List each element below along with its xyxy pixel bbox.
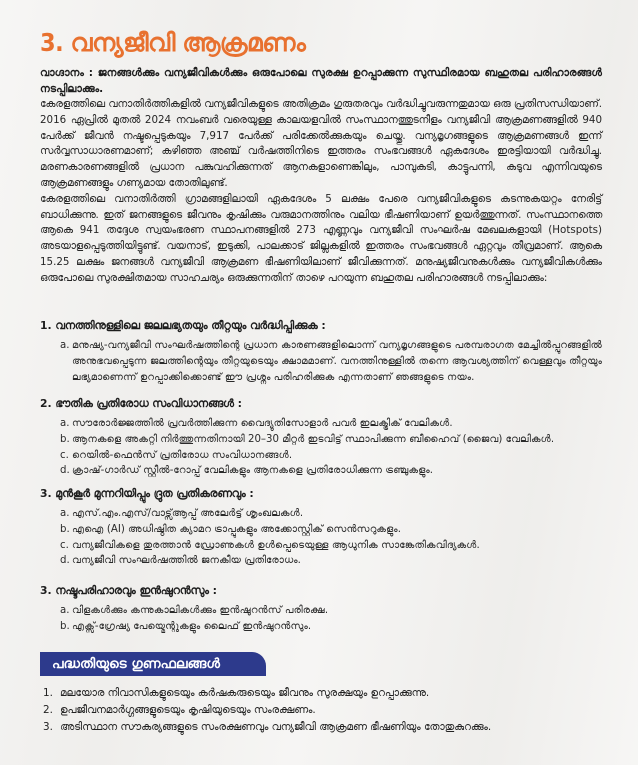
list-item	[40, 685, 491, 702]
intro-text	[40, 97, 602, 287]
list-item-text: അടിസ്ഥാന സൗകര്യങ്ങളുടെ സംരക്ഷണവും വന്യജീവി ആക്രമണ ഭീഷണിയും തോതുകുറക്കും.	[60, 721, 492, 733]
list-item-text: ഉപജീവനമാർഗ്ഗങ്ങളുടെയും കൃഷിയുടെയും സംരക്ഷണം.	[60, 704, 316, 716]
list-item-text: ആനകളെ അകറ്റി നിർത്തുന്നതിനായി 20–30 മീറ്റർ ഇടവിട്ട് സ്ഥാപിക്കുന്ന ബീഹൈവ് (ജൈവ) വേലികൾ.	[72, 433, 555, 445]
solution-section	[40, 486, 602, 569]
list-item-text: റെയിൽ-ഫെൻസ് പ്രതിരോധ സംവിധാനങ്ങൾ.	[72, 449, 293, 461]
list-item	[60, 538, 602, 554]
list-item-text: വന്യജീവികളെ തുരത്താൻ ഡ്രോണുകൾ ഉൾപ്പെടെയുള്ള ആധുനിക സാങ്കേതികവിദ്യകൾ.	[72, 539, 480, 551]
list-item-text: എസ്.എം.എസ്/വാട്സ്ആപ്പ് അലേർട്ട് ശൃംഖലകൾ.	[72, 508, 304, 519]
list-item	[40, 702, 491, 719]
list-item	[60, 448, 602, 464]
list-item-text: എക്സ്-ഗ്രേഷ്യ പേയ്മെന്റുകളും ലൈഫ് ഇൻഷുറൻസും.	[72, 620, 312, 632]
list-item	[40, 719, 491, 736]
intro-paragraph: കേരളത്തിലെ വനാതിർത്തികളിൽ വന്യജീവികളുടെ അതിക്രമം ഗുരുതരവും വർദ്ധിച്ചുവരുന്നതുമായ ഒരു പ്രതിസന്ധിയാണ്. 2016 ഏപ്രിൽ മുതൽ 2024 നവംബർ വരെയുള്ള കാലയളവിൽ സംസ്ഥാനത്തുടനീളം വന്യജീവി ആക്രമണങ്ങളിൽ 940 പേർക്ക് ജീവൻ നഷ്ടപ്പെടുകയും 7,917 പേർക്ക് പരിക്കേൽക്കുകയും ചെയ്തു. വന്യമൃഗങ്ങളുടെ ആക്രമണങ്ങൾ ഇന്ന് സർവ്വസാധാരണമാണ്; കഴിഞ്ഞ അഞ്ച് വർഷത്തിനിടെ ഇത്തരം സംഭവങ്ങൾ ഏകദേശം ഇരട്ടിയായി വർദ്ധിച്ചു. മരണകാരണങ്ങളിൽ പ്രധാന പങ്കുവഹിക്കുന്നത് ആനകളാണെങ്കിലും, പാമ്പുകടി, കാട്ടുപന്നി, കടുവ എന്നിവയുടെ ആക്രമണങ്ങളും ഗണ്യമായ തോതിലുണ്ട്.	[40, 98, 602, 189]
section-list	[60, 338, 602, 385]
section-list	[60, 416, 602, 479]
list-marker: d.	[60, 465, 70, 477]
section-heading: 1. വനത്തിനുള്ളിലെ ജലലഭ്യതയും തീറ്റയും വർദ്ധിപ്പിക്കുക :	[40, 319, 326, 332]
section-heading: 2. ഭൗതിക പ്രതിരോധ സംവിധാനങ്ങൾ :	[40, 397, 242, 410]
list-item-text: സൗരോർജ്ജത്തിൽ പ്രവർത്തിക്കുന്ന വൈദ്യുതിസോളാർ പവർ ഇലക്ട്രിക് വേലികൾ.	[72, 418, 453, 429]
list-marker: a.	[60, 605, 70, 616]
solution-section	[40, 583, 602, 635]
list-marker: 3.	[43, 721, 53, 733]
section-list	[60, 603, 602, 635]
section-list	[60, 506, 602, 569]
benefits-list	[40, 685, 491, 736]
list-marker: b.	[60, 620, 70, 632]
list-item-text: വിളകൾക്കും കന്നുകാലികൾക്കും ഇൻഷുറൻസ് പരിരക്ഷ.	[72, 605, 329, 616]
list-marker: 1.	[43, 687, 53, 699]
section-heading: 3. നഷ്ടപരിഹാരവും ഇൻഷുറൻസും :	[40, 584, 217, 597]
list-marker: b.	[60, 523, 70, 535]
list-item-text: ക്രാഷ്-ഗാർഡ് സ്റ്റീൽ-റോപ്പ് വേലികളും ആനകളെ പ്രതിരോധിക്കുന്ന ട്രഞ്ചുകളും.	[72, 465, 433, 477]
list-marker: c.	[60, 449, 69, 461]
section-heading: 3. മുൻകൂർ മുന്നറിയിപ്പും ദ്രുത പ്രതികരണവും :	[40, 487, 254, 500]
intro-paragraph: കേരളത്തിലെ വനാതിർത്തി ഗ്രാമങ്ങളിലായി ഏകദേശം 5 ലക്ഷം പേരെ വന്യജീവികളുടെ കടന്നുകയറ്റം നേരിട്ട് ബാധിക്കുന്നു. ഇത് ജനങ്ങളുടെ ജീവനും കൃഷിക്കും വരുമാനത്തിനും വലിയ ഭീഷണിയാണ് ഉയർത്തുന്നത്. സംസ്ഥാനത്തെ ആകെ 941 തദ്ദേശ സ്വയംഭരണ സ്ഥാപനങ്ങളിൽ 273 എണ്ണവും വന്യജീവി സംഘർഷ മേഖലകളായി (Hotspots) അടയാളപ്പെടുത്തിയിട്ടുണ്ട്. വയനാട്, ഇടുക്കി, പാലക്കാട് ജില്ലകളിൽ ഇത്തരം സംഭവങ്ങൾ ഏറ്റവും തീവ്രമാണ്. ആകെ 15.25 ലക്ഷം ജനങ്ങൾ വന്യജീവി ആക്രമണ ഭീഷണിയിലാണ് ജീവിക്കുന്നത്. മനുഷ്യജീവനുകൾക്കും വന്യജീവികൾക്കും ഒരുപോലെ സുരക്ഷിതമായ സാഹചര്യം ഒരുക്കുന്നതിന് താഴെ പറയുന്ന ബഹുതല പരിഹാരങ്ങൾ നടപ്പിലാക്കും:	[40, 192, 602, 284]
page-title: 3. വന്യജീവി ആക്രമണം	[40, 28, 306, 57]
pledge-statement: വാഗ്ദാനം : ജനങ്ങൾക്കും വന്യജീവികൾക്കും ഒരുപോലെ സുരക്ഷ ഉറപ്പാക്കുന്ന സുസ്ഥിരമായ ബഹുതല പരിഹാരങ്ങൾ നടപ്പിലാക്കും.	[40, 67, 602, 95]
list-item	[60, 338, 602, 385]
list-item	[60, 553, 602, 569]
list-marker: b.	[60, 433, 70, 445]
list-item	[60, 603, 602, 619]
list-item-text: എഐ (AI) അധിഷ്ഠിത ക്യാമറ ട്രാപ്പുകളും അക്കോസ്റ്റിക് സെൻസറുകളും.	[72, 523, 401, 535]
list-marker: a.	[60, 340, 70, 351]
list-item	[60, 522, 602, 538]
list-marker: a.	[60, 508, 70, 519]
list-item-text: വന്യജീവി സംഘർഷത്തിൽ ജനകീയ പ്രതിരോധം.	[72, 555, 301, 567]
list-item	[60, 506, 602, 522]
list-item	[60, 432, 602, 448]
list-item	[60, 416, 602, 432]
list-marker: a.	[60, 418, 70, 429]
list-item	[60, 463, 602, 479]
solution-section	[40, 318, 602, 385]
list-item-text: മനുഷ്യ-വന്യജീവി സംഘർഷത്തിന്റെ പ്രധാന കാരണങ്ങളിലൊന്ന് വന്യമൃഗങ്ങളുടെ പരമ്പരാഗത മേച്ചിൽപ്പുറങ്ങളിൽ അനുഭവപ്പെടുന്ന ജലത്തിന്റെയും തീറ്റയുടെയും ക്ഷാമമാണ്. വനത്തിനുള്ളിൽ തന്നെ ആവശ്യത്തിന് വെള്ളവും തീറ്റയും ലഭ്യമാണെന്ന് ഉറപ്പാക്കിക്കൊണ്ട് ഈ പ്രശ്നം പരിഹരിക്കുക എന്നതാണ് ഞങ്ങളുടെ നയം.	[72, 340, 602, 383]
list-item	[60, 619, 602, 635]
list-marker: d.	[60, 555, 70, 567]
list-marker: 2.	[43, 704, 53, 716]
benefits-banner: പദ്ധതിയുടെ ഗുണഫലങ്ങൾ	[40, 652, 266, 676]
list-item-text: മലയോര നിവാസികളുടെയും കർഷകരുടെയും ജീവനും സുരക്ഷയും ഉറപ്പാക്കുന്നു.	[60, 687, 430, 699]
solution-section	[40, 396, 602, 479]
list-marker: c.	[60, 539, 69, 551]
